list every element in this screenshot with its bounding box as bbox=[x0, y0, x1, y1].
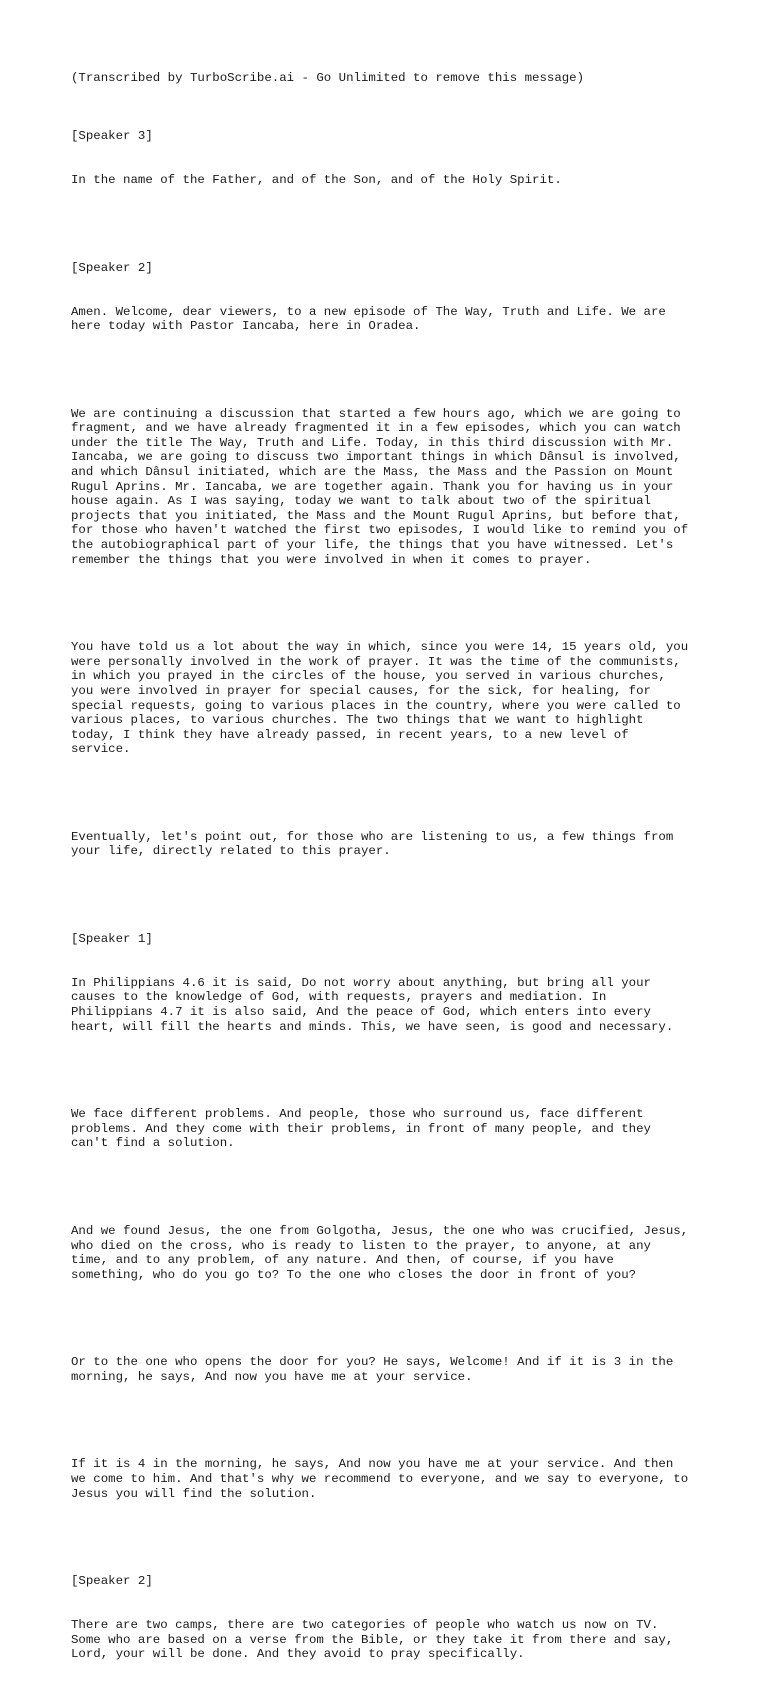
speech-text: In Philippians 4.6 it is said, Do not worry about anything, but bring all your causes to the knowledge of God, with requests, prayers and mediation. In Philippians 4.7 it is also said, And the peace of God, which enters into every heart, will fill the hearts and minds. This, we have seen, is good and necessary. bbox=[71, 975, 674, 1034]
speech-text: Eventually, let's point out, for those who are listening to us, a few things from your life, directly related to this prayer. bbox=[71, 829, 674, 859]
transcript-block-10 bbox=[71, 1428, 711, 1530]
speech-text: There are two camps, there are two categories of people who watch us now on TV. Some who are based on a verse from the Bible, or they take it from there and say, Lord, your will be done. And they avoid to pray specifically. bbox=[71, 1617, 674, 1662]
transcript-block-1 bbox=[71, 100, 711, 217]
transcript-block-7 bbox=[71, 1078, 711, 1180]
speech-text: Amen. Welcome, dear viewers, to a new episode of The Way, Truth and Life. We are here today with Pastor Iancaba, here in Oradea. bbox=[71, 304, 666, 334]
transcript-block-4 bbox=[71, 611, 711, 786]
speech-text: Or to the one who opens the door for you? He says, Welcome! And if it is 3 in the morning, he says, And now you have me at your service. bbox=[71, 1355, 674, 1384]
speech-text: If it is 4 in the morning, he says, And now you have me at your service. And then we come to him. And that's why we recommend to everyone, and we say to everyone, to Jesus you will find the solution. bbox=[71, 1457, 689, 1501]
speaker-label: [Speaker 2] bbox=[71, 260, 153, 275]
speaker-label: [Speaker 2] bbox=[71, 1574, 153, 1589]
speech-text: And we found Jesus, the one from Golgotha, Jesus, the one who was crucified, Jesus, who died on the cross, who is ready to listen to the prayer, to anyone, at any time, and to any problem, of any nature. And then, of course, if you have something, who do you go to? To the one who closes the door in front of you? bbox=[71, 1223, 689, 1282]
transcript-page bbox=[71, 71, 711, 1706]
transcript-block-3 bbox=[71, 377, 711, 596]
speaker-label: [Speaker 3] bbox=[71, 129, 153, 144]
speech-text: You have told us a lot about the way in which, since you were 14, 15 years old, you were personally involved in the work of prayer. It was the time of the communists, in which you prayed in the circles of the house, you served in various churches, you were involved in prayer for special causes, for the sick, for healing, for special requests, going to various places in the country, where you were called to various places, to various churches. The two things that we want to highlight today, I think they have already passed, in recent years, to a new level of service. bbox=[71, 640, 689, 757]
transcript-block-6 bbox=[71, 903, 711, 1064]
transcript-block-2 bbox=[71, 232, 711, 363]
transcription-notice: (Transcribed by TurboScribe.ai - Go Unlimited to remove this message) bbox=[71, 71, 585, 85]
transcript-block-8 bbox=[71, 1195, 711, 1312]
speech-text: We are continuing a discussion that started a few hours ago, which we are going to fragment, and we have already fragmented it in a few episodes, which you can watch under the title The Way, Truth and Life. Today, in this third discussion with Mr. Iancaba, we are going to discuss two important things in which Dânsul is involved, and which Dânsul initiated, which are the Mass, the Mass and the Passion on Mount Rugul Aprins. Mr. Iancaba, we are together again. Thank you for having us in your house again. As I was saying, today we want to talk about two of the spiritual projects that you initiated, the Mass and the Mount Rugul Aprins, but before that, for those who haven't watched the first two episodes, I would like to remind you of the autobiographical part of your life, the things that you have witnessed. Let's remember the things that you were involved in when it comes to prayer. bbox=[71, 406, 689, 567]
transcript-block-9 bbox=[71, 1326, 711, 1414]
speech-text: In the name of the Father, and of the Son, and of the Holy Spirit. bbox=[71, 173, 562, 188]
speaker-label: [Speaker 1] bbox=[71, 932, 153, 947]
transcript-block-11 bbox=[71, 1545, 711, 1691]
transcript-block-5 bbox=[71, 801, 711, 889]
speech-text: We face different problems. And people, those who surround us, face different problems. And they come with their problems, in front of many people, and they can't find a solution. bbox=[71, 1107, 651, 1151]
